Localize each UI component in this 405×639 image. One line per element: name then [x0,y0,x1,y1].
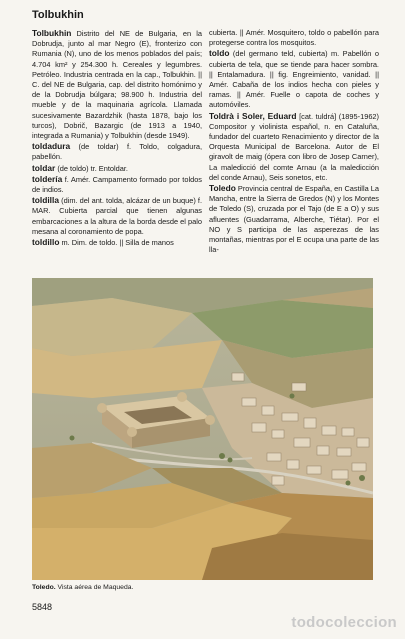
dictionary-entry [32,237,202,248]
caption-text: Vista aérea de Maqueda. [55,584,134,591]
left-column [32,28,202,248]
dictionary-entry [209,28,379,48]
entry-headword: toldar [32,162,56,173]
entry-definition: (dim. del ant. tolda, alcázar de un buque) f. MAR. Cubierta parcial que tienen algunas embarcaciones a la altura de la borda desde el palo mesana al coronamiento de popa. [32,196,202,236]
entry-headword: Tolbukhin [32,28,72,38]
entry-headword: toldo [209,48,230,59]
entry-headword: Toldrà i Soler, Eduard [209,110,297,121]
aerial-photo-maqueda [32,278,373,580]
dictionary-entry [32,174,202,195]
dictionary-entry [209,183,379,255]
right-column [209,28,379,255]
entry-definition: cubierta. || Amér. Mosquitero, toldo o pabellón para protegerse contra los mosquitos. [209,28,379,48]
dictionary-entry [32,195,202,237]
dictionary-entry [32,141,202,162]
dictionary-entry [209,48,379,110]
dictionary-entry [32,163,202,174]
entry-headword: toldillo [32,237,60,248]
dictionary-entry [209,111,379,183]
landscape-illustration [32,278,373,580]
dictionary-entry [32,28,202,141]
photo-caption [32,584,133,591]
entry-definition: (de toldo) tr. Entoldar. [55,163,128,173]
entry-headword: toldadura [32,141,71,152]
entry-definition: Distrito del NE de Bulgaria, en la Dobrudja, junto al mar Negro (E), fronterizo con Rumania (N), uno de los menos poblados del país; 4.704 km² y 254.300 h. Cereales y legumbres. Petróleo. Industria centrada en la cap., Tolbukhin. || C. del NE de Bulgaria, cap. del distrito homónimo y de la Dobrudja búlgara; 98.900 h. Industria del mueble y de la maquinaria agrícola. Llamada sucesivamente Bazardzhik (hasta 1878, bajo los turcos), Dobrič, Bazargic (de 1913 a 1940, integrada a Rumania) y Tolbukhin (desde 1949). [32,29,202,141]
entry-definition: [cat. tuldrá] (1895-1962) Compositor y violinista español, n. en Cataluña, fundador del cuarteto Renacimiento y director de la Orquesta Municipal de Barcelona. Autor de El giravolt de maig (ópera con libro de Josep Carner), La maledicció del comte Arnau (a la maledicción del conde Arnau), Seis sonetos, etc. [209,111,379,182]
entry-definition: m. Dim. de toldo. || Silla de manos [59,238,174,248]
watermark-logo: todocoleccion [291,614,397,631]
entry-definition: (del germano teld, cubierta) m. Pabellón o cubierta de tela, que se tiende para hacer sombra. || Entalamadura. || fig. Engreimiento, vanidad. || Amér. Cabaña de los indios hecha con pieles y ramas. || Amér. Fuelle o capota de coches y automóviles. [209,49,379,110]
entry-headword: toldilla [32,195,59,206]
entry-definition: f. Amér. Campamento formado por toldos de indios. [32,174,202,195]
entry-definition: (de toldar) f. Toldo, colgadura, pabellón. [32,142,202,162]
page-number: 5848 [32,602,53,612]
running-head: Tolbukhin [32,9,84,21]
entry-definition: Provincia central de España, en Castilla La Mancha, entre la Sierra de Gredos (N) y los Montes de Toledo (S), cruzada por el Tajo (de E a O) y sus afluentes (Guadarrama, Alberche, Tiétar). Por el NO y S participa de las asperezas de las montañas, mientras por el E ocupa una parte de las lla- [209,184,379,255]
caption-place: Toledo. [32,584,56,591]
entry-headword: Toledo [209,183,236,194]
entry-headword: toldería [32,173,63,184]
